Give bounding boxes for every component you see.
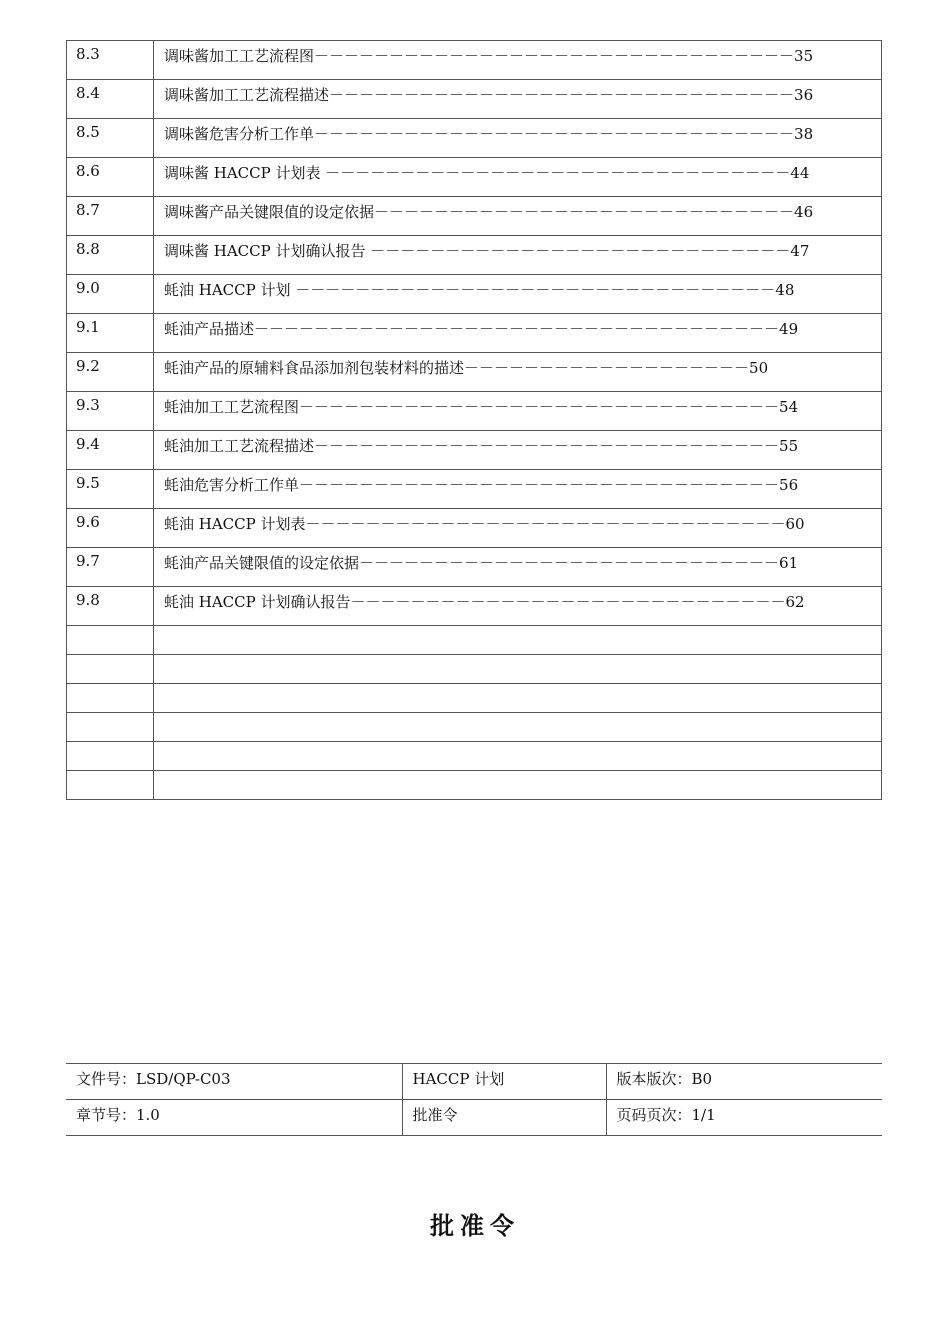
toc-empty-cell <box>154 771 882 800</box>
toc-row <box>67 275 882 314</box>
section-title: 批准令 <box>402 1100 606 1136</box>
toc-entry <box>154 470 882 509</box>
toc-title: 调味酱 HACCP 计划表 <box>164 164 326 182</box>
toc-title: 调味酱加工工艺流程图 <box>164 47 315 65</box>
toc-number: 9.0 <box>67 275 154 314</box>
toc-page: 50 <box>749 359 769 377</box>
toc-title: 调味酱产品关键限值的设定依据 <box>164 203 375 221</box>
page-heading: 批准令 <box>430 1211 520 1240</box>
document-info-table <box>66 1063 882 1136</box>
toc-empty-cell <box>154 684 882 713</box>
toc-entry <box>154 431 882 470</box>
toc-page: 56 <box>779 476 799 494</box>
toc-entry <box>154 41 882 80</box>
toc-empty-cell <box>67 626 154 655</box>
toc-leader: －－－－－－－－－－－－－－－－－－－－－－－－－－－－－－－ <box>314 437 780 455</box>
toc-entry <box>154 197 882 236</box>
toc-entry <box>154 275 882 314</box>
toc-title: 蚝油加工工艺流程描述 <box>164 437 315 455</box>
toc-number: 8.7 <box>67 197 154 236</box>
toc-leader: －－－－－－－－－－－－－－－－－－－ <box>464 359 750 377</box>
toc-row <box>67 431 882 470</box>
toc-row <box>67 158 882 197</box>
toc-number: 9.3 <box>67 392 154 431</box>
toc-title: 蚝油 HACCP 计划表 <box>164 515 306 533</box>
toc-page: 44 <box>790 164 810 182</box>
toc-entry <box>154 353 882 392</box>
toc-leader: －－－－－－－－－－－－－－－－－－－－－－－－－－－－ <box>370 242 791 260</box>
toc-entry <box>154 314 882 353</box>
toc-row <box>67 119 882 158</box>
toc-empty-row <box>67 626 882 655</box>
toc-entry <box>154 236 882 275</box>
toc-empty-row <box>67 684 882 713</box>
toc-title: 蚝油 HACCP 计划确认报告 <box>164 593 351 611</box>
toc-entry <box>154 548 882 587</box>
toc-row <box>67 353 882 392</box>
toc-page: 48 <box>775 281 795 299</box>
toc-entry <box>154 587 882 626</box>
toc-leader: －－－－－－－－－－－－－－－－－－－－－－－－－－－－－－－－－－－ <box>254 320 780 338</box>
toc-title: 蚝油产品描述 <box>164 320 255 338</box>
toc-title: 调味酱危害分析工作单 <box>164 125 315 143</box>
toc-leader: －－－－－－－－－－－－－－－－－－－－－－－－－－－－－－－－ <box>314 125 795 143</box>
toc-leader: －－－－－－－－－－－－－－－－－－－－－－－－－－－－－－－ <box>329 86 795 104</box>
toc-row <box>67 314 882 353</box>
toc-entry <box>154 80 882 119</box>
toc-page: 47 <box>790 242 810 260</box>
toc-page: 60 <box>785 515 805 533</box>
toc-leader: －－－－－－－－－－－－－－－－－－－－－－－－－－－－－－－－ <box>314 47 795 65</box>
toc-row <box>67 509 882 548</box>
toc-empty-row <box>67 742 882 771</box>
toc-number: 9.8 <box>67 587 154 626</box>
section-number: 章节号：1.0 <box>66 1100 402 1136</box>
toc-empty-row <box>67 655 882 684</box>
toc-title: 蚝油产品关键限值的设定依据 <box>164 554 360 572</box>
toc-row <box>67 80 882 119</box>
toc-entry <box>154 158 882 197</box>
toc-page: 55 <box>779 437 799 455</box>
toc-number: 9.7 <box>67 548 154 587</box>
toc-empty-cell <box>154 742 882 771</box>
toc-leader: －－－－－－－－－－－－－－－－－－－－－－－－－－－－－－－－ <box>305 515 786 533</box>
toc-number: 9.1 <box>67 314 154 353</box>
toc-empty-cell <box>154 655 882 684</box>
toc-empty-cell <box>154 713 882 742</box>
toc-entry <box>154 392 882 431</box>
toc-leader: －－－－－－－－－－－－－－－－－－－－－－－－－－－－－ <box>350 593 786 611</box>
toc-empty-cell <box>154 626 882 655</box>
toc-number: 8.4 <box>67 80 154 119</box>
toc-page: 49 <box>779 320 799 338</box>
toc-empty-cell <box>67 655 154 684</box>
toc-empty-row <box>67 771 882 800</box>
toc-number: 9.5 <box>67 470 154 509</box>
toc-empty-cell <box>67 684 154 713</box>
toc-entry <box>154 509 882 548</box>
doc-number: 文件号：LSD/QP-C03 <box>66 1064 402 1100</box>
toc-row <box>67 197 882 236</box>
toc-number: 9.2 <box>67 353 154 392</box>
toc-title: 蚝油产品的原辅料食品添加剂包装材料的描述 <box>164 359 465 377</box>
toc-leader: －－－－－－－－－－－－－－－－－－－－－－－－－－－－－－－ <box>325 164 791 182</box>
toc-page: 38 <box>794 125 814 143</box>
toc-empty-cell <box>67 713 154 742</box>
toc-row <box>67 392 882 431</box>
toc-leader: －－－－－－－－－－－－－－－－－－－－－－－－－－－－ <box>374 203 795 221</box>
toc-body <box>67 41 882 800</box>
document-info-row <box>66 1064 882 1100</box>
toc-page: 54 <box>779 398 799 416</box>
toc-number: 8.6 <box>67 158 154 197</box>
toc-title: 蚝油 HACCP 计划 <box>164 281 296 299</box>
toc-number: 8.5 <box>67 119 154 158</box>
doc-title: HACCP 计划 <box>402 1064 606 1100</box>
toc-empty-row <box>67 713 882 742</box>
toc-row <box>67 236 882 275</box>
toc-number: 9.6 <box>67 509 154 548</box>
page-info: 页码页次：1/1 <box>606 1100 882 1136</box>
toc-page: 46 <box>794 203 814 221</box>
toc-row <box>67 470 882 509</box>
document-info-row <box>66 1100 882 1136</box>
toc-title: 调味酱加工工艺流程描述 <box>164 86 330 104</box>
toc-table <box>66 40 882 800</box>
toc-empty-cell <box>67 742 154 771</box>
toc-number: 8.3 <box>67 41 154 80</box>
toc-number: 8.8 <box>67 236 154 275</box>
toc-page: 62 <box>785 593 805 611</box>
toc-title: 蚝油加工工艺流程图 <box>164 398 300 416</box>
toc-row <box>67 587 882 626</box>
toc-page: 61 <box>779 554 799 572</box>
toc-entry <box>154 119 882 158</box>
toc-empty-cell <box>67 771 154 800</box>
toc-number: 9.4 <box>67 431 154 470</box>
toc-title: 调味酱 HACCP 计划确认报告 <box>164 242 371 260</box>
toc-page: 35 <box>794 47 814 65</box>
toc-leader: －－－－－－－－－－－－－－－－－－－－－－－－－－－－ <box>359 554 780 572</box>
toc-row <box>67 548 882 587</box>
toc-row <box>67 41 882 80</box>
toc-leader: －－－－－－－－－－－－－－－－－－－－－－－－－－－－－－－－ <box>299 398 780 416</box>
doc-version: 版本版次：B0 <box>606 1064 882 1100</box>
toc-page: 36 <box>794 86 814 104</box>
toc-leader: －－－－－－－－－－－－－－－－－－－－－－－－－－－－－－－－ <box>299 476 780 494</box>
toc-title: 蚝油危害分析工作单 <box>164 476 300 494</box>
toc-leader: －－－－－－－－－－－－－－－－－－－－－－－－－－－－－－－－ <box>295 281 776 299</box>
